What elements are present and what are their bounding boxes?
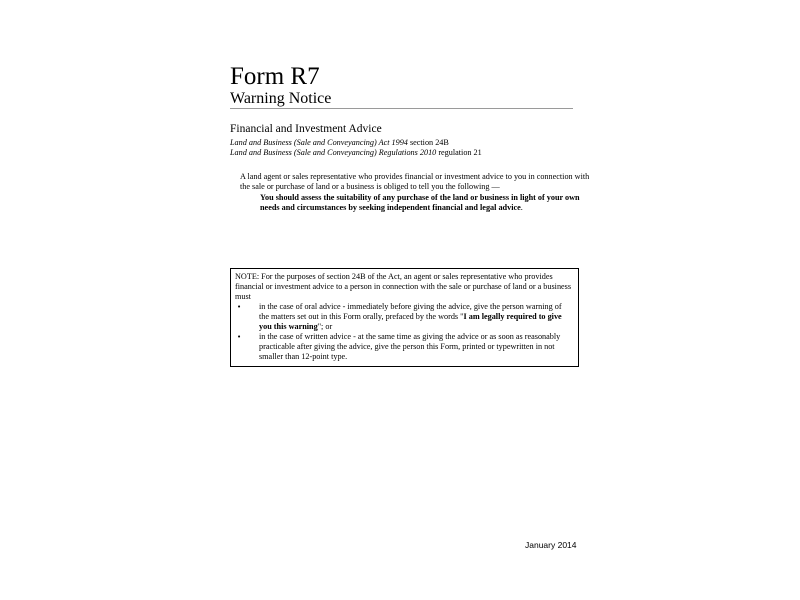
- note-box: [230, 268, 579, 367]
- note-bullet-oral-text: in the case of oral advice - immediately before giving the advice, give the person warning of the matters set out in this Form orally, prefaced by the words ": [259, 302, 562, 321]
- note-bullet-written: [235, 332, 573, 362]
- section-heading: Financial and Investment Advice: [230, 123, 382, 135]
- intro-paragraph: A land agent or sales representative who provides financial or investment advice to you in connection with the sale or purchase of land or a business is obliged to tell you the following —: [240, 172, 590, 191]
- regulation-reference-number: regulation 21: [436, 148, 482, 157]
- advice-statement-period: .: [520, 203, 523, 212]
- bullet-icon: •: [237, 303, 242, 311]
- act-reference-title: Land and Business (Sale and Conveyancing) Act 1994: [230, 138, 408, 147]
- note-bullet-written-text: in the case of written advice - at the same time as giving the advice or as soon as reasonably practicable after giving the advice, give the person this Form, printed or typewritten in not smaller than 12-point type.: [259, 332, 561, 361]
- act-reference-section: section 24B: [407, 138, 449, 147]
- note-bullet-oral-quote: I am legally required to give you this warning: [259, 312, 562, 331]
- title-divider: [230, 108, 573, 109]
- note-bullet-oral: [235, 302, 573, 332]
- bullet-icon: •: [237, 333, 242, 341]
- regulation-reference-title: Land and Business (Sale and Conveyancing) Regulations 2010: [230, 148, 437, 157]
- form-title: Form R7: [230, 63, 320, 90]
- form-subtitle: Warning Notice: [230, 90, 332, 107]
- note-intro: NOTE: For the purposes of section 24B of the Act, an agent or sales representative who provides financial or investment advice to a person in connection with the sale or purchase of land or a business must: [235, 272, 572, 301]
- advice-statement: [260, 193, 580, 213]
- advice-statement-bold: You should assess the suitability of any purchase of the land or business in light of your own needs and circumstances by seeking independent financial and legal advice: [260, 193, 580, 212]
- regulation-reference: [230, 148, 482, 158]
- note-bullet-oral-end: "; or: [317, 322, 333, 331]
- form-date: January 2014: [525, 540, 577, 550]
- act-reference: [230, 138, 449, 148]
